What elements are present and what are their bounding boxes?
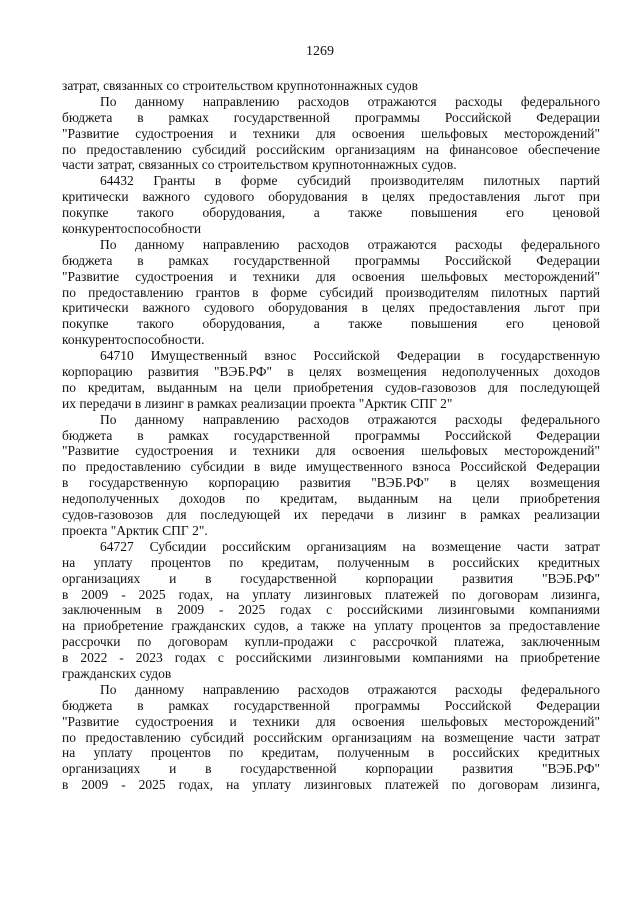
text-line: организациях и в государственной корпорации развития "ВЭБ.РФ" (62, 761, 600, 777)
paragraph (62, 682, 600, 793)
text-line: гражданских судов (62, 665, 172, 681)
text-line: По данному направлению расходов отражаются расходы федерального (100, 681, 600, 697)
text-line: По данному направлению расходов отражаются расходы федерального (100, 236, 600, 252)
text-line: По данному направлению расходов отражаются расходы федерального (100, 411, 600, 427)
text-line: бюджета в рамках государственной программы Российской Федерации (62, 109, 600, 125)
paragraph (62, 348, 600, 412)
text-line: на уплату процентов по кредитам, полученным в российских кредитных (62, 554, 600, 570)
paragraph (62, 237, 600, 348)
text-line: бюджета в рамках государственной программы Российской Федерации (62, 697, 600, 713)
paragraph (62, 94, 600, 173)
text-line: критически важного судового оборудования в целях предоставления льгот при (62, 300, 600, 316)
text-line: части затрат, связанных со строительством крупнотоннажных судов. (62, 157, 457, 173)
text-line: корпорацию развития "ВЭБ.РФ" в целях возмещения недополученных доходов (62, 364, 600, 380)
paragraph (62, 412, 600, 539)
text-line: организациях и в государственной корпорации развития "ВЭБ.РФ" (62, 570, 600, 586)
text-line: в 2009 - 2025 годах, на уплату лизинговых платежей по договорам лизинга, (62, 586, 600, 602)
text-line: по предоставлению субсидий российским организациям на финансовое обеспечение (62, 141, 600, 157)
text-line: затрат, связанных со строительством крупнотоннажных судов (62, 78, 418, 93)
page-number: 1269 (306, 44, 334, 59)
text-line: "Развитие судостроения и техники для освоения шельфовых месторождений" (62, 713, 600, 729)
document-body (62, 78, 600, 793)
text-line: на уплату процентов по кредитам, полученным в российских кредитных (62, 745, 600, 761)
text-line: 64432 Гранты в форме субсидий производителям пилотных партий (100, 173, 600, 189)
text-line: бюджета в рамках государственной программы Российской Федерации (62, 427, 600, 443)
text-line: критически важного судового оборудования в целях предоставления льгот при (62, 189, 600, 205)
text-line: конкурентоспособности (62, 221, 202, 237)
paragraph (62, 539, 600, 682)
text-line: на приобретение гражданских судов, а также на уплату процентов за предоставление (62, 618, 600, 634)
text-line: покупке такого оборудования, а также повышения его ценовой (62, 316, 600, 332)
paragraph (62, 78, 600, 94)
text-line: по предоставлению субсидий российским организациям на возмещение части затрат (62, 729, 600, 745)
text-line: недополученных доходов по кредитам, выданным на цели приобретения (62, 491, 600, 507)
text-line: "Развитие судостроения и техники для освоения шельфовых месторождений" (62, 268, 600, 284)
text-line: "Развитие судостроения и техники для освоения шельфовых месторождений" (62, 443, 600, 459)
text-line: в 2022 - 2023 годах с российскими лизинговыми компаниями на приобретение (62, 650, 600, 666)
text-line: "Развитие судостроения и техники для освоения шельфовых месторождений" (62, 125, 600, 141)
text-line: их передачи в лизинг в рамках реализации проекта "Арктик СПГ 2" (62, 395, 453, 411)
text-line: по предоставлению субсидии в виде имущественного взноса Российской Федерации (62, 459, 600, 475)
text-line: судов-газовозов для последующей их передачи в лизинг в рамках реализации (62, 507, 600, 523)
text-line: конкурентоспособности. (62, 332, 205, 348)
text-line: в государственную корпорацию развития "ВЭБ.РФ" в целях возмещения (62, 475, 600, 491)
text-line: по предоставлению грантов в форме субсидий производителям пилотных партий (62, 284, 600, 300)
text-line: покупке такого оборудования, а также повышения его ценовой (62, 205, 600, 221)
text-line: по кредитам, выданным на цели приобретения судов-газовозов для последующей (62, 379, 600, 395)
text-line: рассрочки по договорам купли-продажи с рассрочкой платежа, заключенным (62, 634, 600, 650)
paragraph (62, 173, 600, 237)
text-line: проекта "Арктик СПГ 2". (62, 522, 208, 538)
text-line: бюджета в рамках государственной программы Российской Федерации (62, 252, 600, 268)
text-line: 64727 Субсидии российским организациям на возмещение части затрат (100, 538, 600, 554)
text-line: По данному направлению расходов отражаются расходы федерального (100, 93, 600, 109)
text-line: 64710 Имущественный взнос Российской Федерации в государственную (100, 348, 600, 364)
text-line: в 2009 - 2025 годах, на уплату лизинговых платежей по договорам лизинга, (62, 777, 600, 793)
text-line: заключенным в 2009 - 2025 годах с российскими лизинговыми компаниями (62, 602, 600, 618)
